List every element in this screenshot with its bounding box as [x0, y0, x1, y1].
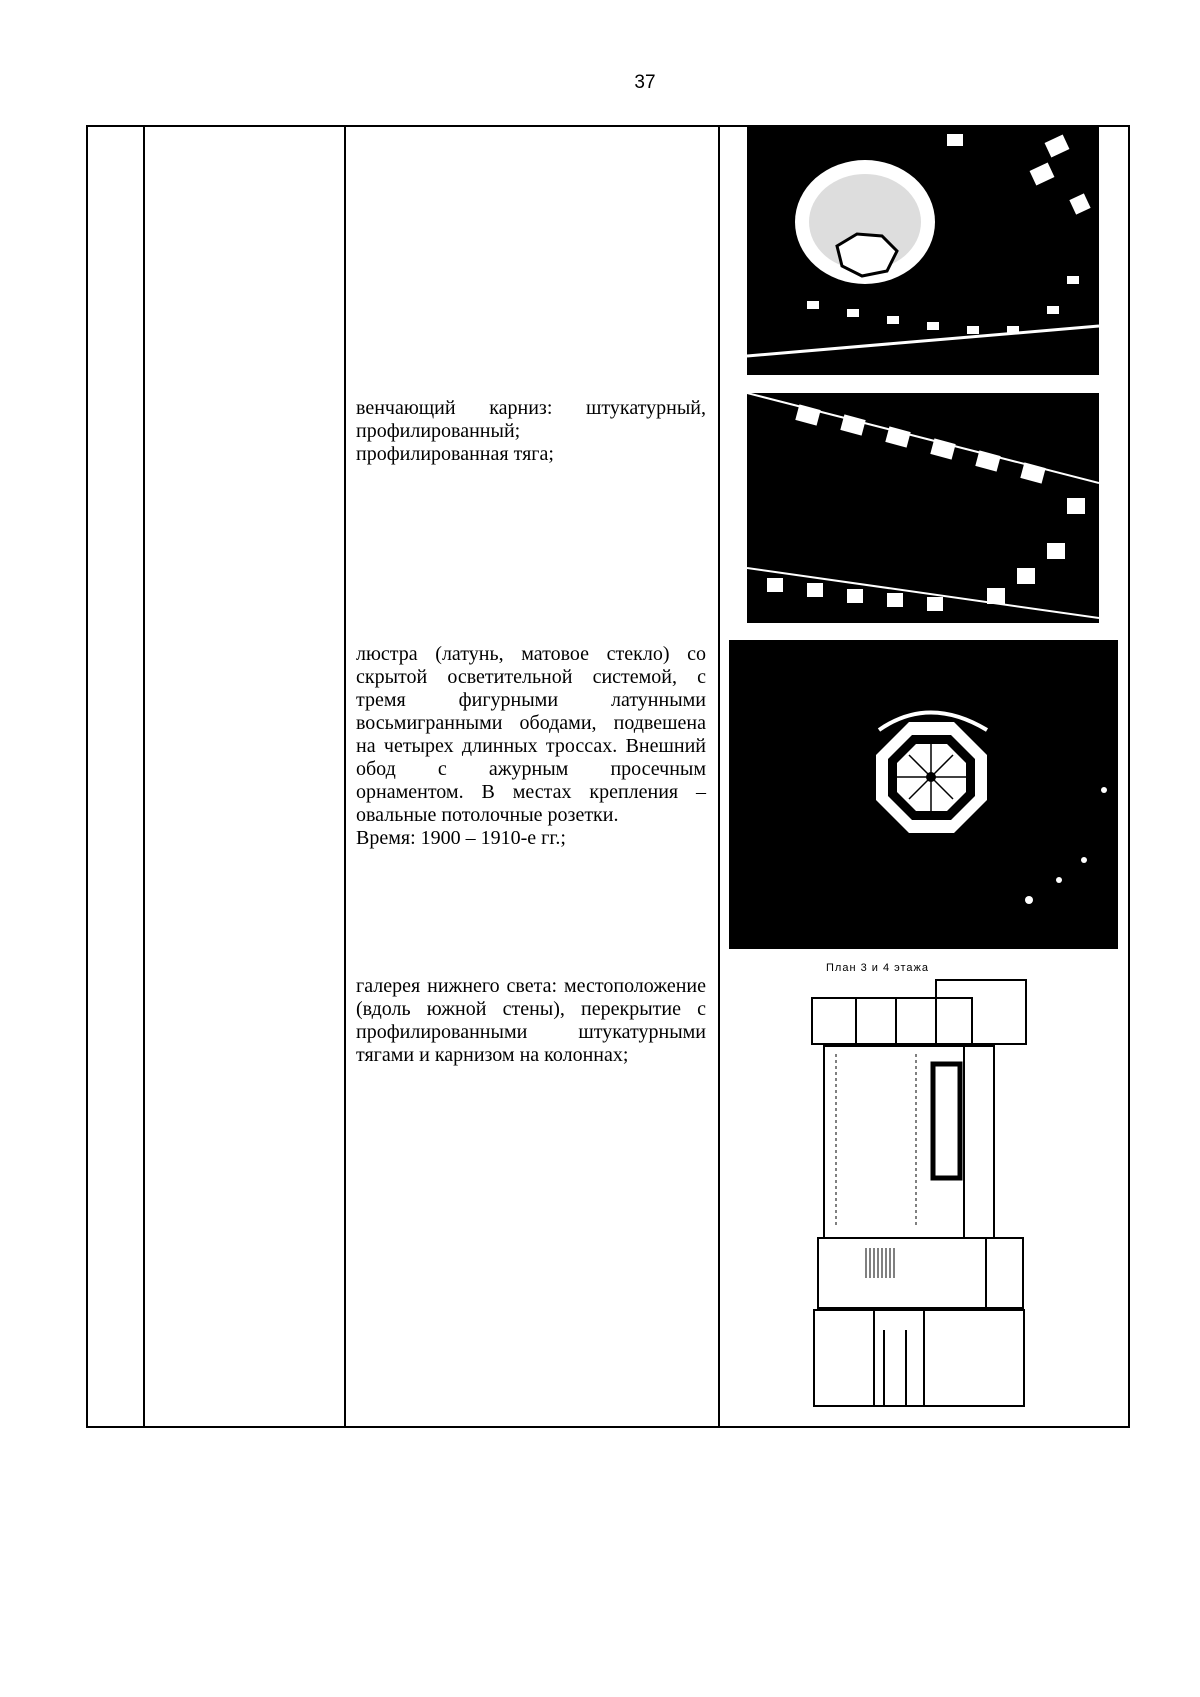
column-divider-1	[143, 127, 145, 1426]
page-number: 37	[634, 72, 656, 93]
text-cornice-line-1: венчающий карниз: штукатурный, профилированный;	[356, 397, 706, 442]
photo-chandelier	[729, 640, 1118, 949]
floor-plan-title: План 3 и 4 этажа	[826, 962, 930, 974]
photo-ceiling-chandelier	[747, 126, 1099, 375]
text-gallery	[356, 975, 706, 1067]
text-gallery-desc: галерея нижнего света: местоположение (вдоль южной стены), перекрытие с профилированными штукатурными тягами и карнизом на колоннах;	[356, 975, 706, 1066]
photo-cornice	[747, 393, 1099, 623]
text-cornice-line-2: профилированная тяга;	[356, 443, 554, 465]
text-cornice	[356, 397, 706, 466]
floor-plan	[806, 958, 1076, 1414]
text-chandelier-desc: люстра (латунь, матовое стекло) со скрытой осветительной системой, с тремя фигурными латунными восьмигранными ободами, подвешена на четырех длинных троссах. Внешний обод с ажурным просечным орнаментом. В местах крепления – овальные потолочные розетки.	[356, 643, 706, 826]
column-divider-2	[344, 127, 346, 1426]
text-chandelier	[356, 643, 706, 850]
text-chandelier-time: Время: 1900 – 1910-е гг.;	[356, 827, 566, 849]
column-divider-3	[718, 127, 720, 1426]
